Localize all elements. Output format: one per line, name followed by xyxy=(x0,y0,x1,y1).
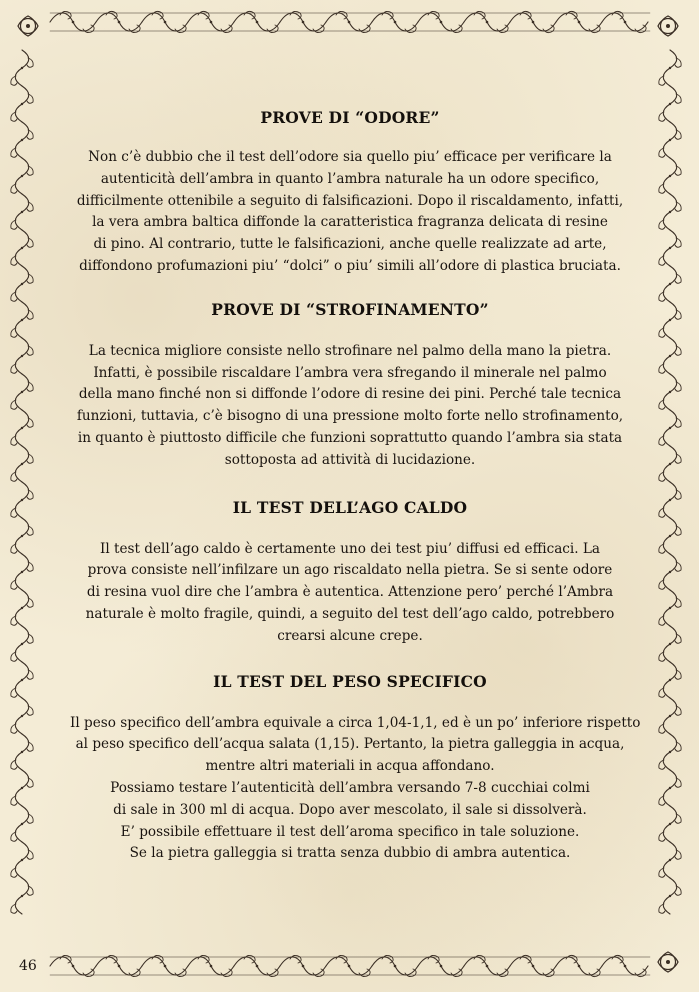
text-line: la vera ambra baltica diffonde la caratteristica fragranza delicata di resine xyxy=(92,214,608,231)
section-title: IL TEST DELL’AGO CALDO xyxy=(232,497,468,517)
page-number: 46 xyxy=(19,958,37,974)
text-line: crearsi alcune crepe. xyxy=(277,627,423,644)
section-title: IL TEST DEL PESO SPECIFICO xyxy=(213,671,487,691)
text-line: della mano finché non si diffonde l’odore di resine dei pini. Perché tale tecnica xyxy=(78,386,622,403)
text-line: sottoposta ad attività di lucidazione. xyxy=(224,451,476,468)
text-line: Possiamo testare l’autenticità dell’ambra versando 7-8 cucchiai colmi xyxy=(110,779,590,796)
text-line: E’ possibile effettuare il test dell’aroma specifico in tale soluzione. xyxy=(120,823,580,840)
text-line: al peso specifico dell’acqua salata (1,15). Pertanto, la pietra galleggia in acqua, xyxy=(75,736,625,753)
text-line: prova consiste nell’infilzare un ago riscaldato nella pietra. Se si sente odore xyxy=(87,562,613,579)
left-vine-border xyxy=(11,50,33,914)
section-specific-weight-test xyxy=(70,671,641,866)
right-vine-border xyxy=(659,50,681,914)
bottom-scroll-border xyxy=(50,955,650,976)
text-line: funzioni, tuttavia, c’è bisogno di una pressione molto forte nello strofinamento, xyxy=(76,408,624,425)
section-odor-test xyxy=(70,108,630,278)
section-title: PROVE DI “STROFINAMENTO” xyxy=(211,299,489,319)
text-line: Se la pietra galleggia si tratta senza dubbio di ambra autentica. xyxy=(129,845,571,862)
corner-flourish-icon xyxy=(658,952,678,972)
text-line: di pino. Al contrario, tutte le falsificazioni, anche quelle realizzate ad arte, xyxy=(93,236,607,253)
page-content xyxy=(70,96,641,865)
text-line: in quanto è piuttosto difficile che funzioni soprattutto quando l’ambra sia stata xyxy=(77,429,623,446)
text-line: Il test dell’ago caldo è certamente uno dei test piu’ diffusi ed efficaci. La xyxy=(99,540,601,557)
section-body xyxy=(70,713,641,866)
section-title: PROVE DI “ODORE” xyxy=(260,108,440,127)
section-body xyxy=(70,341,630,472)
text-line: naturale è molto fragile, quindi, a seguito del test dell’ago caldo, potrebbero xyxy=(85,605,615,622)
top-scroll-border xyxy=(50,11,650,32)
text-line: di resina vuol dire che l’ambra è autentica. Attenzione pero’ perché l’Ambra xyxy=(86,584,614,601)
text-line: mentre altri materiali in acqua affondano. xyxy=(205,758,495,775)
text-line: Non c’è dubbio che il test dell’odore sia quello piu’ efficace per verificare la xyxy=(88,149,612,165)
text-line: diffondono profumazioni piu’ “dolci” o piu’ simili all’odore di plastica bruciata. xyxy=(79,257,621,274)
corner-flourish-icon xyxy=(658,16,678,36)
section-rubbing-test xyxy=(70,300,630,472)
text-line: di sale in 300 ml di acqua. Dopo aver mescolato, il sale si dissolverà. xyxy=(113,801,587,818)
text-line: La tecnica migliore consiste nello strofinare nel palmo della mano la pietra. xyxy=(88,342,612,359)
text-line: difficilmente ottenibile a seguito di falsificazioni. Dopo il riscaldamento, infatti, xyxy=(76,192,624,209)
section-hot-needle-test xyxy=(70,498,630,648)
text-line: autenticità dell’ambra in quanto l’ambra naturale ha un odore specifico, xyxy=(100,170,600,187)
section-body xyxy=(70,539,630,648)
text-line: Infatti, è possibile riscaldare l’ambra vera sfregando il minerale nel palmo xyxy=(93,364,607,381)
corner-flourish-icon xyxy=(18,16,38,36)
section-body xyxy=(70,147,630,278)
text-line: Il peso specifico dell’ambra equivale a circa 1,04-1,1, ed è un po’ inferiore rispetto xyxy=(70,714,641,731)
